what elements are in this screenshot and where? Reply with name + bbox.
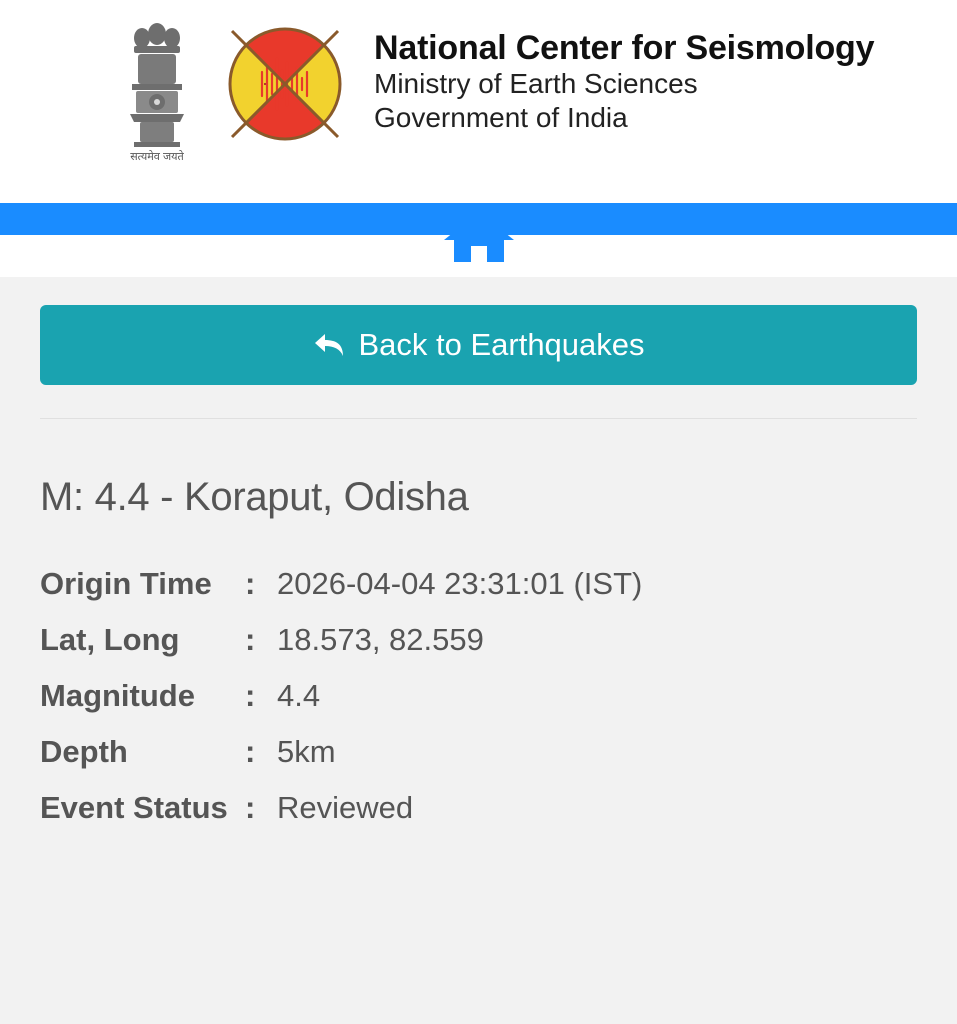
back-arrow-icon xyxy=(312,330,346,360)
detail-label: Event Status xyxy=(40,790,228,825)
detail-label: Magnitude xyxy=(40,678,195,713)
detail-label: Origin Time xyxy=(40,566,212,601)
main-content xyxy=(0,305,957,1024)
government-name: Government of India xyxy=(374,102,628,134)
detail-separator: : xyxy=(245,566,256,601)
detail-row-magnitude xyxy=(40,678,917,714)
ncs-seismology-logo-icon xyxy=(210,12,360,162)
brand-titles xyxy=(374,14,874,136)
detail-separator: : xyxy=(245,790,256,825)
detail-value: 2026-04-04 23:31:01 (IST) xyxy=(277,566,643,601)
ministry-name: Ministry of Earth Sciences xyxy=(374,67,698,99)
event-details-list xyxy=(40,566,917,826)
site-header xyxy=(0,0,957,277)
back-button-label: Back to Earthquakes xyxy=(358,327,645,362)
back-to-earthquakes-button[interactable] xyxy=(40,305,917,385)
detail-value: 5km xyxy=(277,734,336,769)
detail-row-depth xyxy=(40,734,917,770)
page-title: M: 4.4 - Koraput, Odisha xyxy=(40,475,469,519)
detail-value: Reviewed xyxy=(277,790,414,825)
accent-bar xyxy=(0,203,957,235)
divider xyxy=(40,418,917,419)
detail-label: Depth xyxy=(40,734,128,769)
detail-row-origin-time xyxy=(40,566,917,602)
detail-separator: : xyxy=(245,622,256,657)
org-title: National Center for Seismology xyxy=(374,29,875,67)
detail-separator: : xyxy=(245,678,256,713)
detail-row-lat-long xyxy=(40,622,917,658)
detail-label: Lat, Long xyxy=(40,622,180,657)
india-state-emblem-icon xyxy=(112,14,202,164)
detail-separator: : xyxy=(245,734,256,769)
detail-row-event-status xyxy=(40,790,917,826)
detail-value: 18.573, 82.559 xyxy=(277,622,484,657)
detail-value: 4.4 xyxy=(277,678,321,713)
emblem-motto: सत्यमेव जयते xyxy=(130,151,184,163)
brand-row xyxy=(0,10,957,164)
